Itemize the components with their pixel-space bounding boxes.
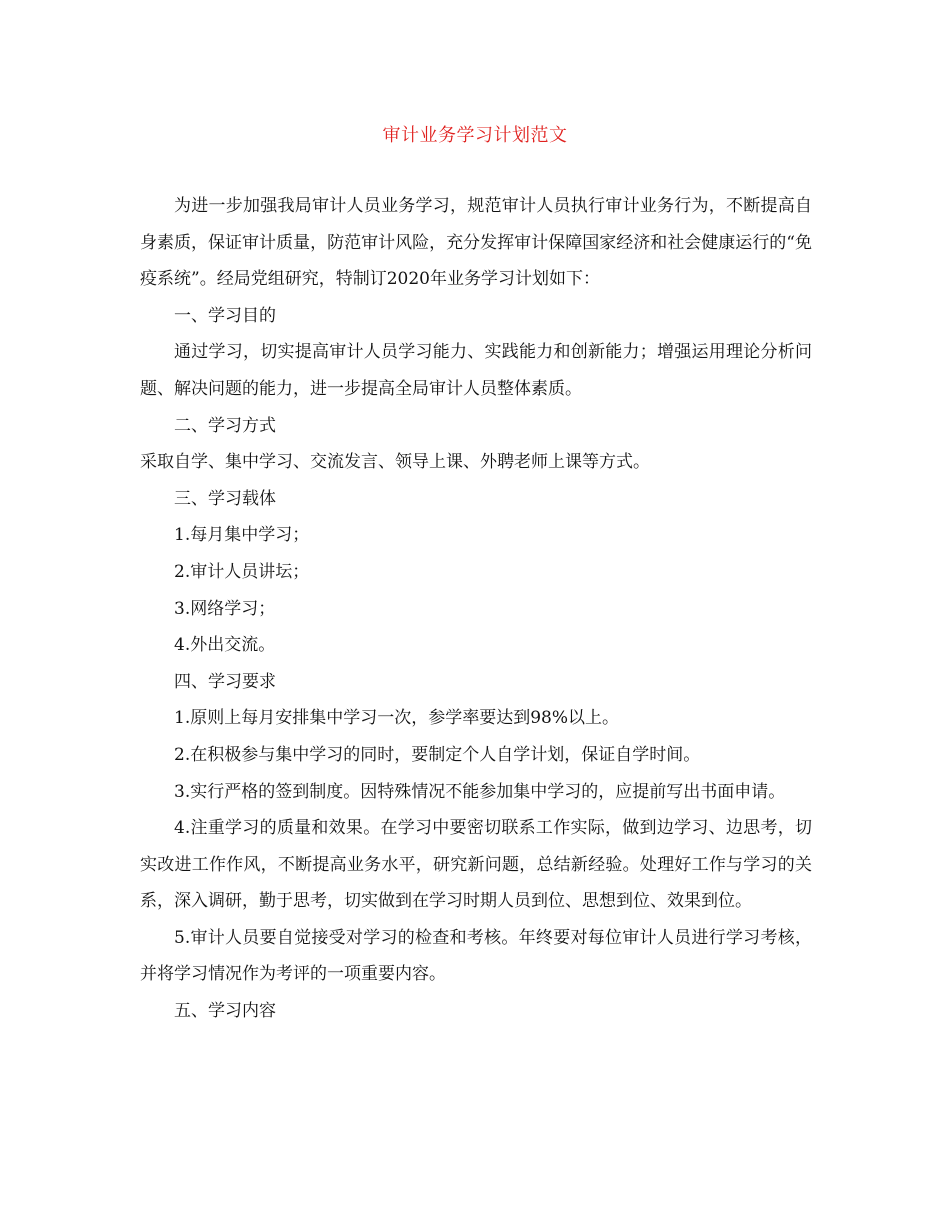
list-item: 4.外出交流。 [174, 635, 276, 656]
section-heading-1: 一、学习目的 [174, 305, 276, 326]
intro-paragraph: 为进一步加强我局审计人员业务学习，规范审计人员执行审计业务行为，不断提高自身素质，保证审计质量，防范审计风险，充分发挥审计保障国家经济和社会健康运行的“免疫系统”。经局党组研究，特制订2020年业务学习计划如下： [140, 196, 812, 290]
list-item: 2.在积极参与集中学习的同时，要制定个人自学计划，保证自学时间。 [174, 744, 701, 765]
paragraph-method: 采取自学、集中学习、交流发言、领导上课、外聘老师上课等方式。 [140, 452, 650, 473]
section-heading-5: 五、学习内容 [174, 1001, 276, 1022]
document-body [140, 188, 812, 1030]
paragraph-objective: 通过学习，切实提高审计人员学习能力、实践能力和创新能力；增强运用理论分析问题、解决问题的能力，进一步提高全局审计人员整体素质。 [140, 342, 812, 399]
list-item: 4.注重学习的质量和效果。在学习中要密切联系工作实际，做到边学习、边思考，切实改进工作作风，不断提高业务水平，研究新问题，总结新经验。处理好工作与学习的关系，深入调研，勤于思考，切实做到在学习时期人员到位、思想到位、效果到位。 [140, 818, 812, 912]
list-item: 5.审计人员要自觉接受对学习的检查和考核。年终要对每位审计人员进行学习考核，并将学习情况作为考评的一项重要内容。 [140, 927, 812, 985]
section-heading-2: 二、学习方式 [174, 415, 276, 436]
section-heading-3: 三、学习载体 [174, 488, 276, 509]
list-item: 3.实行严格的签到制度。因特殊情况不能参加集中学习的，应提前写出书面申请。 [174, 781, 786, 802]
list-item: 2.审计人员讲坛； [174, 561, 310, 582]
section-heading-4: 四、学习要求 [174, 671, 276, 692]
document-title: 审计业务学习计划范文 [382, 125, 568, 146]
list-item: 1.每月集中学习； [174, 525, 310, 546]
list-item: 1.原则上每月安排集中学习一次，参学率要达到98%以上。 [174, 708, 620, 729]
list-item: 3.网络学习； [174, 598, 276, 619]
